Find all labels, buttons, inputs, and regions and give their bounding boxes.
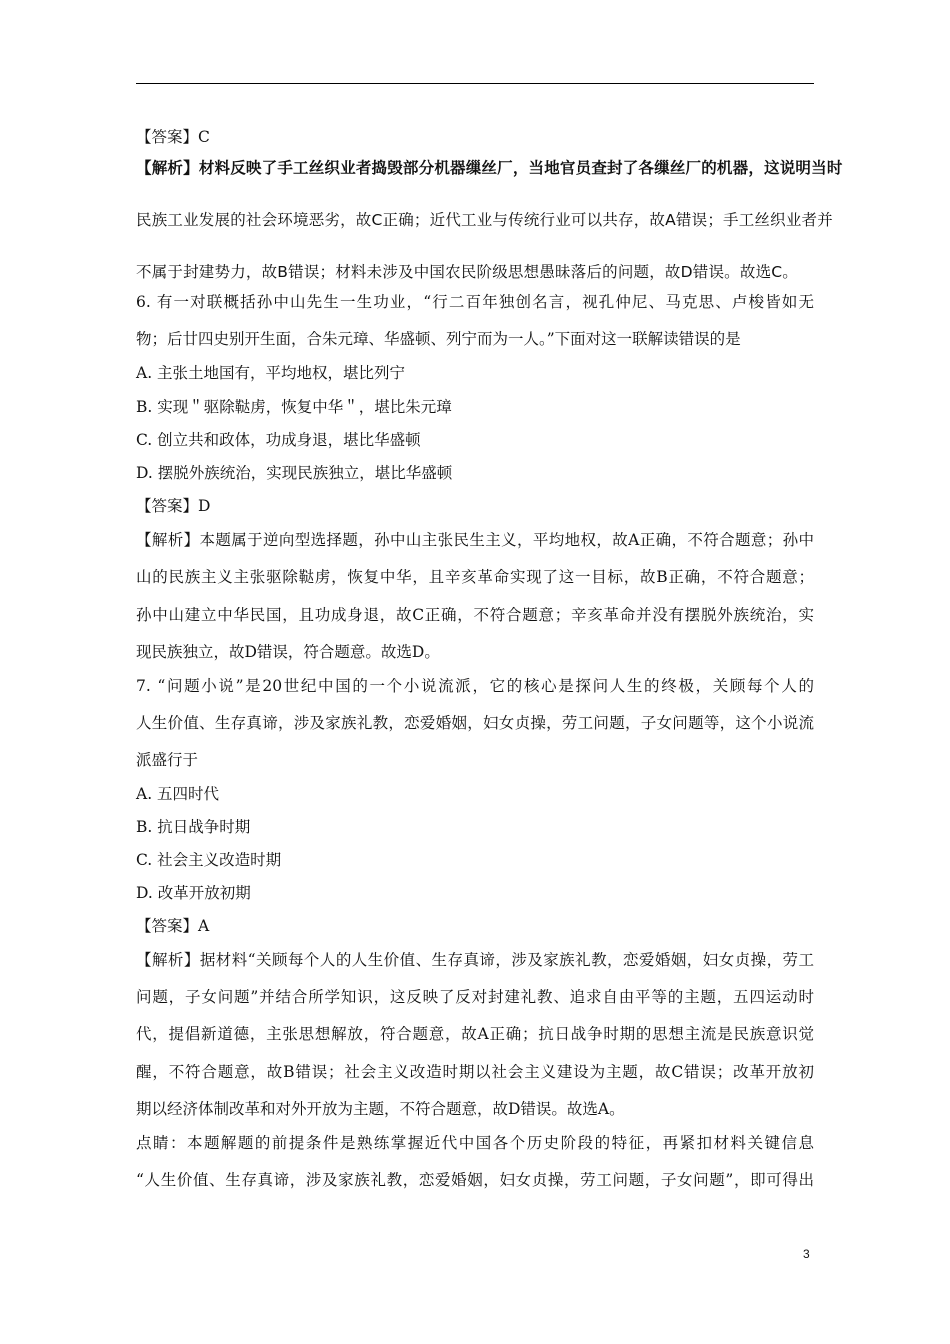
q5-answer: 【答案】C [136,128,210,146]
q6-analysis-line-4: 现民族独立，故D错误，符合题意。故选D。 [136,643,440,661]
q5-analysis-line-2: 民族工业发展的社会环境恶劣，故C正确；近代工业与传统行业可以共存，故A错误；手工丝织业者并 [136,211,833,229]
q6-analysis-line-3: 孙中山建立中华民国，且功成身退，故C正确，不符合题意；辛亥革命并没有摆脱外族统治，实 [136,606,814,624]
q7-option-a: A. 五四时代 [136,785,220,803]
q6-stem-line-1: 6. 有一对联概括孙中山先生一生功业，“行二百年独创名言，视孔仲尼、马克思、卢梭皆如无 [136,293,814,311]
q6-option-a: A. 主张土地国有，平均地权，堪比列宁 [136,364,406,382]
q7-answer: 【答案】A [136,917,210,935]
q7-stem-line-3: 派盛行于 [136,751,199,769]
q7-tip-line-1: 点睛：本题解题的前提条件是熟练掌握近代中国各个历史阶段的特征，再紧扣材料关键信息 [136,1134,814,1152]
q6-option-d: D. 摆脱外族统治，实现民族独立，堪比华盛顿 [136,464,453,482]
q7-stem-line-1: 7. “问题小说”是20世纪中国的一个小说流派，它的核心是探问人生的终极，关顾每个人的 [136,677,814,695]
q7-option-b: B. 抗日战争时期 [136,818,251,836]
q7-analysis-line-4: 醒，不符合题意，故B错误；社会主义改造时期以社会主义建设为主题，故C错误；改革开放初 [136,1063,814,1081]
q6-stem-line-2: 物；后廿四史别开生面，合朱元璋、华盛顿、列宁而为一人。”下面对这一联解读错误的是 [136,330,741,348]
q7-analysis-line-2: 问题，子女问题”并结合所学知识，这反映了反对封建礼教、追求自由平等的主题，五四运动时 [136,988,814,1006]
q7-analysis-line-5: 期以经济体制改革和对外开放为主题，不符合题意，故D错误。故选A。 [136,1100,625,1118]
header-rule [136,83,814,84]
q6-option-c: C. 创立共和政体，功成身退，堪比华盛顿 [136,431,421,449]
q7-option-d: D. 改革开放初期 [136,884,251,902]
q7-stem-line-2: 人生价值、生存真谛，涉及家族礼教，恋爱婚姻，妇女贞操，劳工问题，子女问题等，这个小说流 [136,714,814,732]
q5-analysis-tag: 【解析】 [136,159,199,177]
q7-tip-line-2: “人生价值、生存真谛，涉及家族礼教，恋爱婚姻，妇女贞操，劳工问题，子女问题”，即可得出 [136,1171,814,1189]
q7-option-c: C. 社会主义改造时期 [136,851,282,869]
q7-analysis-line-3: 代，提倡新道德，主张思想解放，符合题意，故A正确；抗日战争时期的思想主流是民族意识觉 [136,1025,814,1043]
q6-analysis-line-2: 山的民族主义主张驱除鞑虏，恢复中华，且辛亥革命实现了这一目标，故B正确，不符合题意； [136,568,814,586]
q5-analysis-line-3: 不属于封建势力，故B错误；材料未涉及中国农民阶级思想愚昧落后的问题，故D错误。故选C。 [136,263,798,281]
q6-option-b: B. 实现＂驱除鞑虏，恢复中华＂，堪比朱元璋 [136,398,452,416]
q5-analysis-line-1: 【解析】材料反映了手工丝织业者捣毁部分机器缫丝厂，当地官员查封了各缫丝厂的机器，这说明当时 [136,159,843,177]
q7-analysis-line-1: 【解析】据材料“关顾每个人的人生价值、生存真谛，涉及家族礼教，恋爱婚姻，妇女贞操，劳工 [136,951,814,969]
q6-answer: 【答案】D [136,497,211,515]
page-number: 3 [803,1247,810,1261]
q6-analysis-line-1: 【解析】本题属于逆向型选择题，孙中山主张民生主义，平均地权，故A正确，不符合题意；孙中 [136,531,814,549]
